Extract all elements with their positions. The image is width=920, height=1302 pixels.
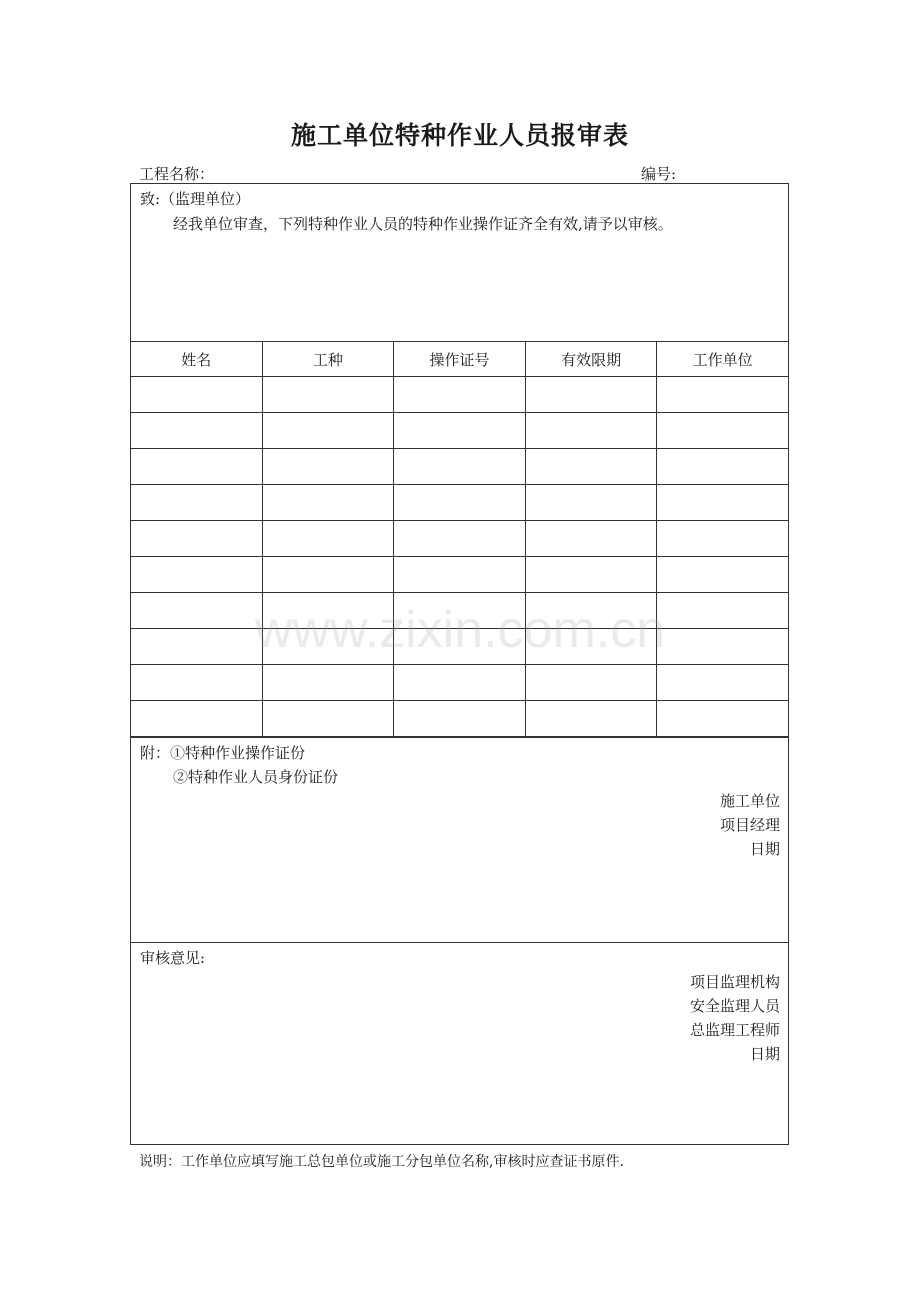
- table-cell[interactable]: [262, 701, 394, 737]
- statement-text: 经我单位审查，下列特种作业人员的特种作业操作证齐全有效,请予以审核。: [173, 215, 673, 233]
- addressee-section: [131, 184, 788, 341]
- table-cell[interactable]: [657, 629, 789, 665]
- table-row: [131, 377, 789, 413]
- table-cell[interactable]: [131, 557, 263, 593]
- table-body: [131, 377, 789, 737]
- table-row: [131, 629, 789, 665]
- table-header-row: [131, 342, 789, 377]
- project-name-label: 工程名称：: [139, 165, 215, 183]
- table-cell[interactable]: [394, 377, 526, 413]
- table-cell[interactable]: [394, 629, 526, 665]
- table-cell[interactable]: [262, 485, 394, 521]
- table-cell[interactable]: [262, 593, 394, 629]
- report-form: [130, 183, 789, 1145]
- number-label: 编号:: [641, 165, 677, 183]
- supervision-org-label: 项目监理机构: [689, 973, 780, 991]
- table-cell[interactable]: [525, 377, 657, 413]
- table-cell[interactable]: [525, 449, 657, 485]
- column-header-certificate-no: 操作证号: [394, 342, 526, 377]
- contractor-date-label: 日期: [749, 840, 780, 858]
- table-cell[interactable]: [394, 485, 526, 521]
- table-cell[interactable]: [394, 413, 526, 449]
- table-cell[interactable]: [525, 557, 657, 593]
- table-cell[interactable]: [262, 557, 394, 593]
- column-header-validity: 有效限期: [525, 342, 657, 377]
- table-cell[interactable]: [525, 701, 657, 737]
- attachment-section: [131, 737, 788, 942]
- table-cell[interactable]: [657, 449, 789, 485]
- table-row: [131, 665, 789, 701]
- table-cell[interactable]: [131, 701, 263, 737]
- table-cell[interactable]: [394, 701, 526, 737]
- table-cell[interactable]: [131, 521, 263, 557]
- table-cell[interactable]: [394, 449, 526, 485]
- column-header-trade: 工种: [262, 342, 394, 377]
- table-cell[interactable]: [262, 377, 394, 413]
- table-cell[interactable]: [525, 485, 657, 521]
- review-section: [131, 942, 788, 1144]
- form-title: 施工单位特种作业人员报审表: [290, 121, 629, 150]
- table-cell[interactable]: [394, 593, 526, 629]
- review-date-label: 日期: [749, 1045, 780, 1063]
- table-cell[interactable]: [657, 557, 789, 593]
- table-cell[interactable]: [394, 521, 526, 557]
- review-opinion-label: 审核意见:: [140, 949, 206, 967]
- table-cell[interactable]: [262, 629, 394, 665]
- table-cell[interactable]: [657, 485, 789, 521]
- table-cell[interactable]: [525, 593, 657, 629]
- table-cell[interactable]: [657, 413, 789, 449]
- table-cell[interactable]: [262, 413, 394, 449]
- table-cell[interactable]: [525, 413, 657, 449]
- table-row: [131, 701, 789, 737]
- table-cell[interactable]: [131, 449, 263, 485]
- table-cell[interactable]: [262, 665, 394, 701]
- table-cell[interactable]: [131, 665, 263, 701]
- safety-supervisor-label: 安全监理人员: [689, 997, 780, 1015]
- table-cell[interactable]: [657, 377, 789, 413]
- table-cell[interactable]: [657, 593, 789, 629]
- table-row: [131, 593, 789, 629]
- project-manager-label: 项目经理: [719, 816, 780, 834]
- table-cell[interactable]: [131, 629, 263, 665]
- personnel-table: [130, 341, 789, 737]
- table-cell[interactable]: [525, 629, 657, 665]
- table-row: [131, 521, 789, 557]
- contractor-unit-label: 施工单位: [719, 792, 780, 810]
- table-row: [131, 413, 789, 449]
- table-row: [131, 449, 789, 485]
- table-cell[interactable]: [262, 521, 394, 557]
- table-cell[interactable]: [657, 701, 789, 737]
- addressee-line: 致:（监理单位）: [140, 190, 251, 208]
- attachment-item-1: 附：①特种作业操作证份: [140, 744, 306, 762]
- watermark: www.zixin.com.cn: [254, 601, 666, 659]
- column-header-name: 姓名: [131, 342, 263, 377]
- table-cell[interactable]: [657, 665, 789, 701]
- table-cell[interactable]: [394, 665, 526, 701]
- attachment-item-2: ②特种作业人员身份证份: [173, 768, 339, 786]
- table-cell[interactable]: [262, 449, 394, 485]
- chief-supervisor-label: 总监理工程师: [689, 1021, 780, 1039]
- table-cell[interactable]: [131, 377, 263, 413]
- table-cell[interactable]: [525, 521, 657, 557]
- table-cell[interactable]: [131, 485, 263, 521]
- table-cell[interactable]: [657, 521, 789, 557]
- footnote: 说明：工作单位应填写施工总包单位或施工分包单位名称,审核时应查证书原件.: [139, 1154, 624, 1170]
- table-cell[interactable]: [131, 413, 263, 449]
- column-header-employer: 工作单位: [657, 342, 789, 377]
- table-cell[interactable]: [525, 665, 657, 701]
- table-row: [131, 485, 789, 521]
- table-cell[interactable]: [131, 593, 263, 629]
- table-row: [131, 557, 789, 593]
- table-cell[interactable]: [394, 557, 526, 593]
